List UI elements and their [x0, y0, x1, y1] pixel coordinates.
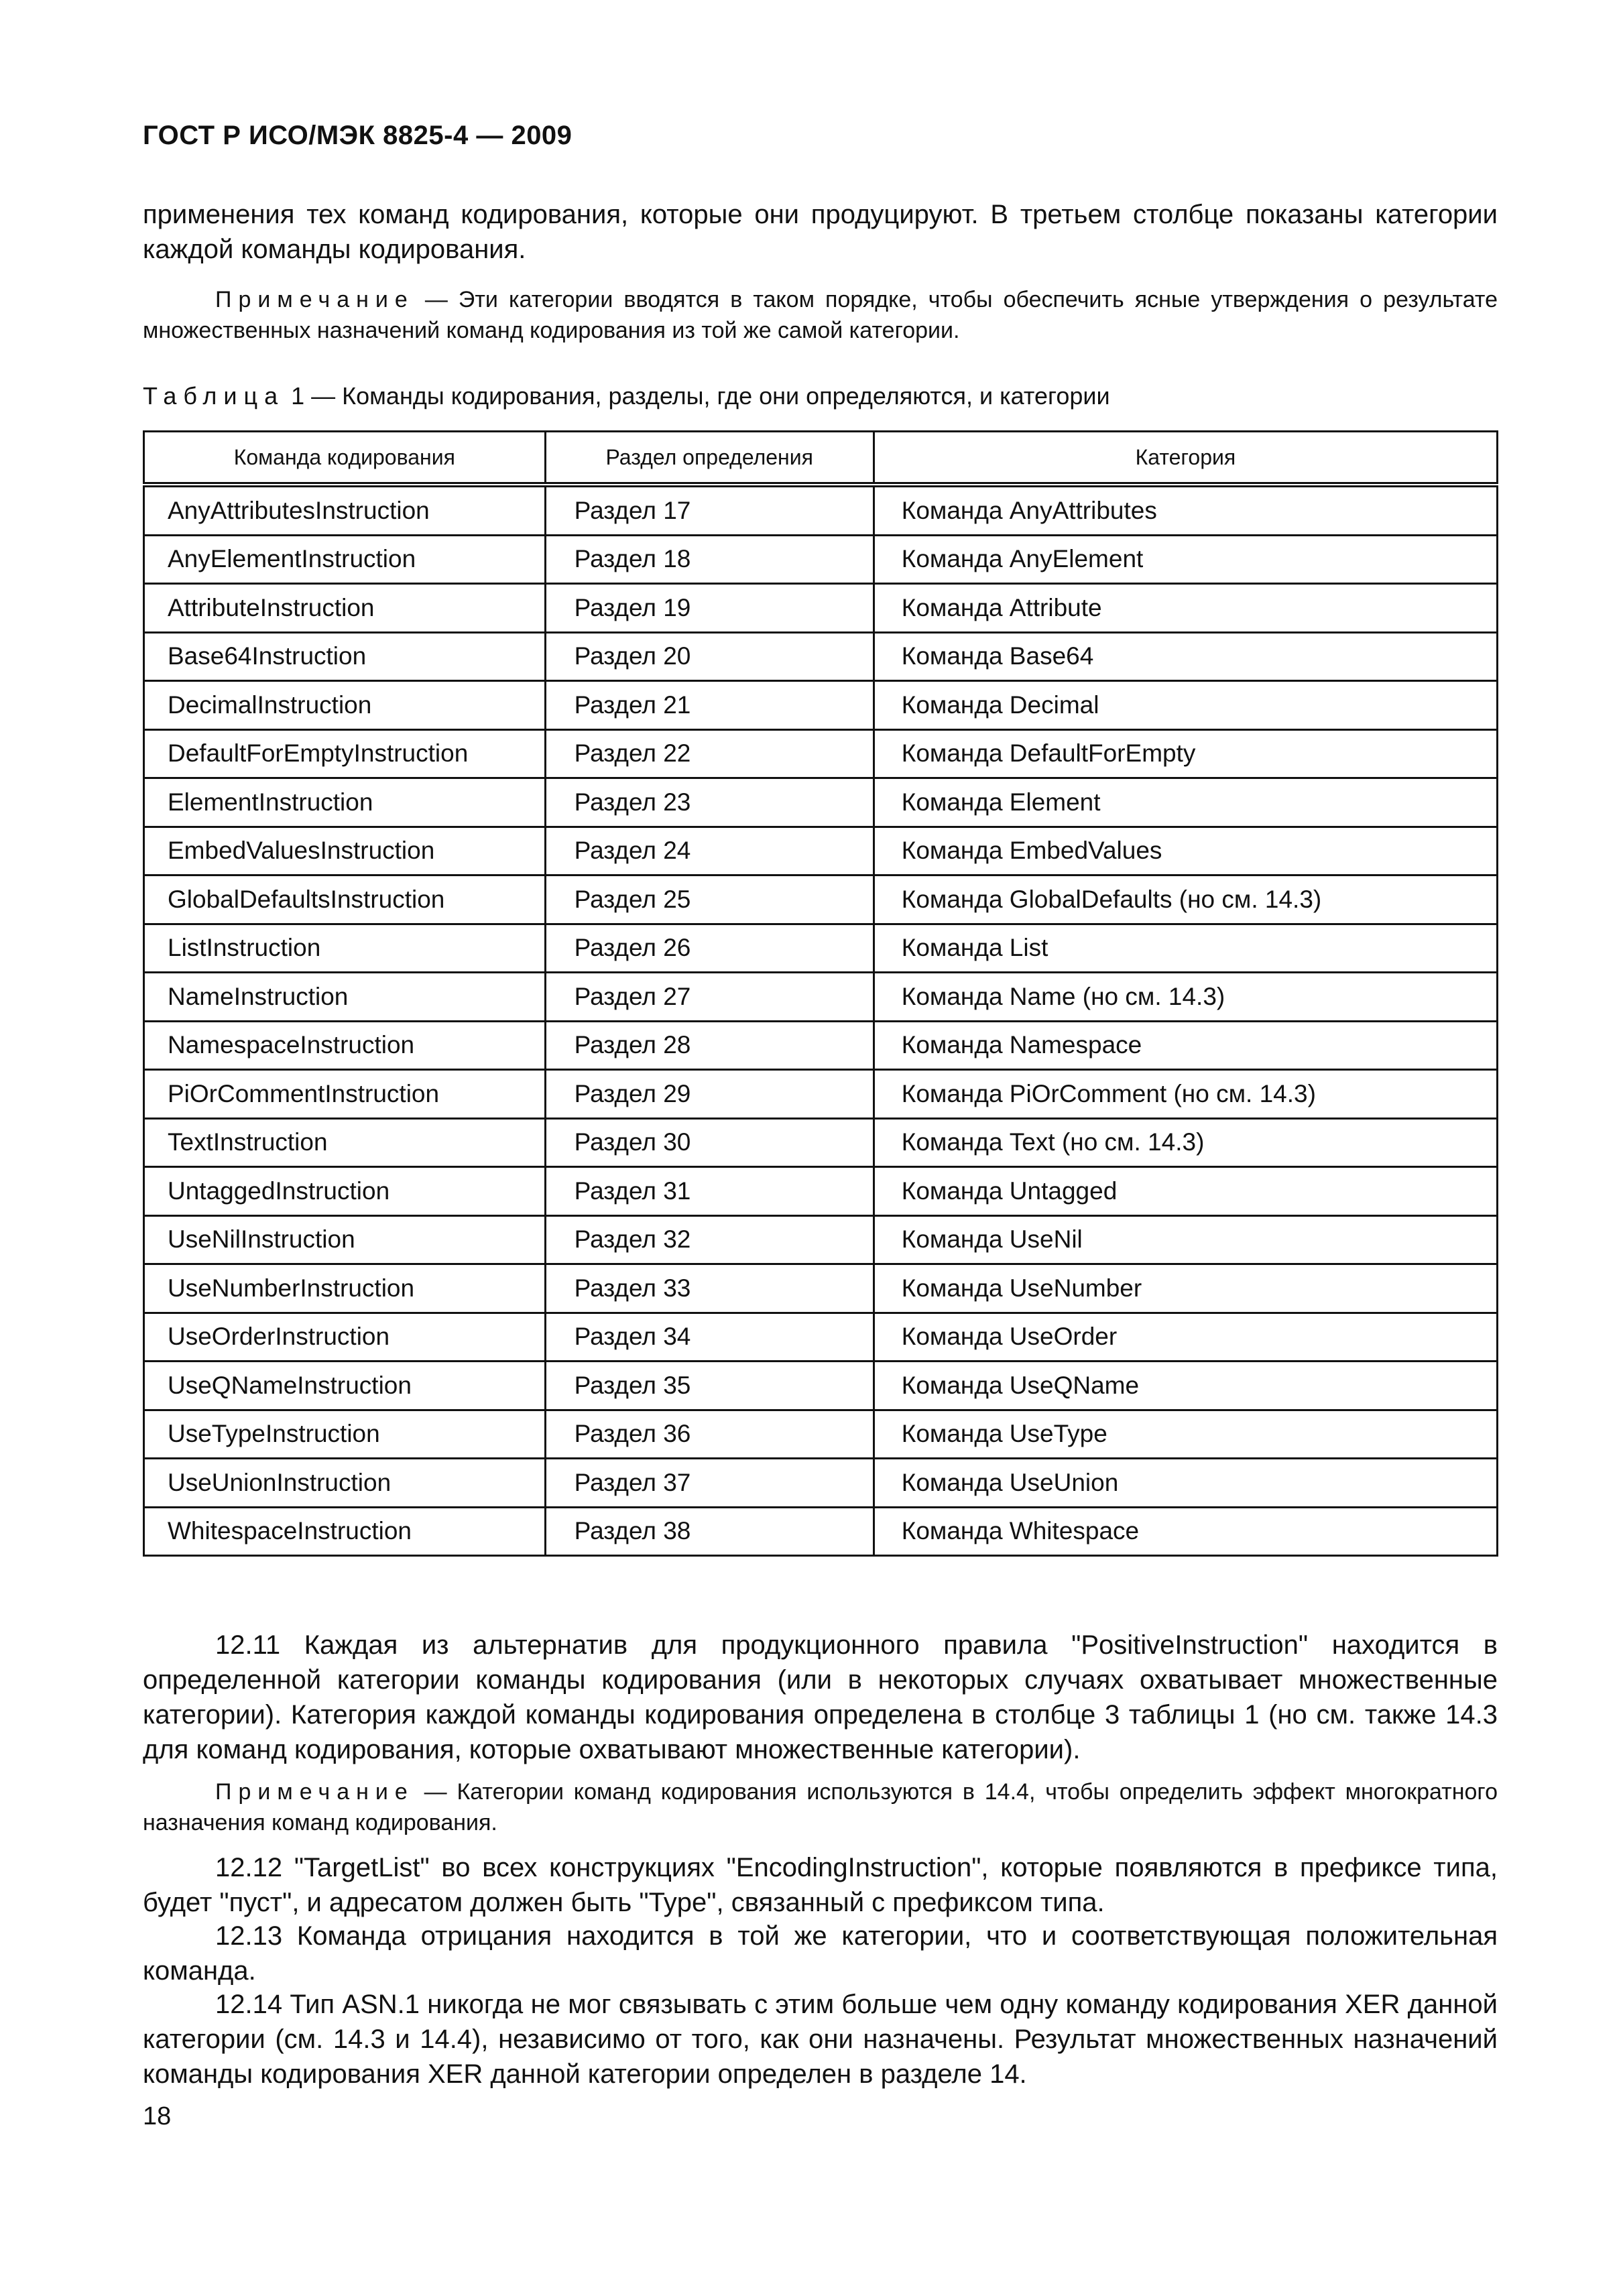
cell-command: UseNilInstruction	[144, 1215, 546, 1264]
note-2	[143, 1776, 1498, 1838]
cell-category: Команда Attribute	[874, 584, 1497, 633]
cell-section: Раздел 32	[545, 1215, 874, 1264]
intro-paragraph: применения тех команд кодирования, которые они продуцируют. В третьем столбце показаны категории каждой команды кодирования.	[143, 200, 1498, 264]
cell-command: UseQNameInstruction	[144, 1362, 546, 1410]
cell-section: Раздел 35	[545, 1362, 874, 1410]
cell-category: Команда Namespace	[874, 1021, 1497, 1070]
cell-section: Раздел 38	[545, 1507, 874, 1556]
cell-category: Команда EmbedValues	[874, 827, 1497, 875]
table-row	[144, 632, 1498, 681]
table-row	[144, 827, 1498, 875]
cell-section: Раздел 22	[545, 729, 874, 778]
cell-section: Раздел 18	[545, 535, 874, 584]
cell-command: UseOrderInstruction	[144, 1313, 546, 1362]
table-row	[144, 1021, 1498, 1070]
paragraph-12-11: 12.11 Каждая из альтернатив для продукционного правила "PositiveInstruction" находится в определенной категории команды кодирования (или в некоторых случаях охватывает множественные категории). Категория каждой команды кодирования определена в столбце 3 таблицы 1 (но см. также 14.3 для команд кодирования, которые охватывают множественные категории).	[143, 1630, 1498, 1764]
cell-category: Команда Decimal	[874, 681, 1497, 730]
column-header-section: Раздел определения	[545, 432, 874, 485]
column-header-command: Команда кодирования	[144, 432, 546, 485]
cell-command: ElementInstruction	[144, 778, 546, 827]
cell-command: NamespaceInstruction	[144, 1021, 546, 1070]
table-row	[144, 875, 1498, 924]
table-row	[144, 1264, 1498, 1313]
cell-category: Команда AnyAttributes	[874, 485, 1497, 535]
cell-command: UntaggedInstruction	[144, 1167, 546, 1216]
table-header-row	[144, 432, 1498, 485]
note-1-label: Примечание	[215, 287, 414, 312]
table-row	[144, 1459, 1498, 1508]
cell-section: Раздел 27	[545, 973, 874, 1022]
cell-category: Команда DefaultForEmpty	[874, 729, 1497, 778]
table-row	[144, 1362, 1498, 1410]
cell-command: NameInstruction	[144, 973, 546, 1022]
cell-category: Команда UseUnion	[874, 1459, 1497, 1508]
cell-category: Команда UseType	[874, 1410, 1497, 1459]
cell-command: Base64Instruction	[144, 632, 546, 681]
cell-section: Раздел 29	[545, 1070, 874, 1119]
page-number: 18	[143, 2102, 172, 2130]
cell-section: Раздел 19	[545, 584, 874, 633]
cell-category: Команда List	[874, 924, 1497, 973]
table-row	[144, 681, 1498, 730]
table-row	[144, 485, 1498, 535]
cell-section: Раздел 33	[545, 1264, 874, 1313]
document-header: ГОСТ Р ИСО/МЭК 8825-4 — 2009	[143, 121, 573, 150]
cell-command: TextInstruction	[144, 1118, 546, 1167]
cell-category: Команда AnyElement	[874, 535, 1497, 584]
cell-command: EmbedValuesInstruction	[144, 827, 546, 875]
table-row	[144, 1313, 1498, 1362]
paragraph-12-14: 12.14 Тип ASN.1 никогда не мог связывать с этим больше чем одну команду кодирования XER данной категории (см. 14.3 и 14.4), независимо от того, как они назначены. Результат множественных назначений команды кодирования XER данной категории определен в разделе 14.	[143, 1990, 1498, 2089]
cell-section: Раздел 36	[545, 1410, 874, 1459]
table-row	[144, 729, 1498, 778]
cell-section: Раздел 17	[545, 485, 874, 535]
cell-category: Команда Name (но см. 14.3)	[874, 973, 1497, 1022]
cell-section: Раздел 20	[545, 632, 874, 681]
table-caption-text: 1 — Команды кодирования, разделы, где они определяются, и категории	[284, 382, 1110, 410]
cell-command: AnyAttributesInstruction	[144, 485, 546, 535]
table-body	[144, 485, 1498, 1556]
cell-command: UseTypeInstruction	[144, 1410, 546, 1459]
table-row	[144, 1215, 1498, 1264]
cell-category: Команда GlobalDefaults (но см. 14.3)	[874, 875, 1497, 924]
note-1	[143, 284, 1498, 346]
note-1-text: — Эти категории вводятся в таком порядке, чтобы обеспечить ясные утверждения о результате множественных назначений команд кодирования из той же самой категории.	[143, 287, 1498, 343]
cell-command: WhitespaceInstruction	[144, 1507, 546, 1556]
cell-section: Раздел 24	[545, 827, 874, 875]
table-caption	[143, 382, 1110, 410]
cell-category: Команда Untagged	[874, 1167, 1497, 1216]
cell-category: Команда Base64	[874, 632, 1497, 681]
cell-command: DefaultForEmptyInstruction	[144, 729, 546, 778]
cell-section: Раздел 23	[545, 778, 874, 827]
cell-category: Команда UseNumber	[874, 1264, 1497, 1313]
table-row	[144, 778, 1498, 827]
cell-section: Раздел 37	[545, 1459, 874, 1508]
cell-command: DecimalInstruction	[144, 681, 546, 730]
note-2-label: Примечание	[215, 1779, 414, 1805]
table-row	[144, 1410, 1498, 1459]
cell-command: AttributeInstruction	[144, 584, 546, 633]
note-2-text: — Категории команд кодирования используются в 14.4, чтобы определить эффект многократного назначения команд кодирования.	[143, 1779, 1498, 1835]
cell-category: Команда Element	[874, 778, 1497, 827]
cell-section: Раздел 31	[545, 1167, 874, 1216]
cell-command: UseUnionInstruction	[144, 1459, 546, 1508]
table-row	[144, 1070, 1498, 1119]
instructions-table	[143, 430, 1498, 1557]
paragraph-12-12: 12.12 "TargetList" во всех конструкциях "EncodingInstruction", которые появляются в префиксе типа, будет "пуст", и адресатом должен быть "Type", связанный с префиксом типа.	[143, 1853, 1498, 1917]
cell-command: AnyElementInstruction	[144, 535, 546, 584]
cell-section: Раздел 34	[545, 1313, 874, 1362]
cell-category: Команда Text (но см. 14.3)	[874, 1118, 1497, 1167]
table-row	[144, 1118, 1498, 1167]
cell-section: Раздел 21	[545, 681, 874, 730]
cell-section: Раздел 30	[545, 1118, 874, 1167]
column-header-category: Категория	[874, 432, 1497, 485]
table-row	[144, 535, 1498, 584]
cell-category: Команда UseQName	[874, 1362, 1497, 1410]
table-row	[144, 1167, 1498, 1216]
paragraph-12-13: 12.13 Команда отрицания находится в той же категории, что и соответствующая положительная команда.	[143, 1921, 1498, 1986]
table-row	[144, 924, 1498, 973]
cell-command: PiOrCommentInstruction	[144, 1070, 546, 1119]
cell-command: GlobalDefaultsInstruction	[144, 875, 546, 924]
cell-category: Команда PiOrComment (но см. 14.3)	[874, 1070, 1497, 1119]
table-row	[144, 973, 1498, 1022]
table-row	[144, 584, 1498, 633]
cell-section: Раздел 26	[545, 924, 874, 973]
cell-section: Раздел 25	[545, 875, 874, 924]
cell-category: Команда UseNil	[874, 1215, 1497, 1264]
cell-command: UseNumberInstruction	[144, 1264, 546, 1313]
table-caption-label: Таблица	[143, 382, 285, 410]
cell-command: ListInstruction	[144, 924, 546, 973]
table-row	[144, 1507, 1498, 1556]
cell-category: Команда UseOrder	[874, 1313, 1497, 1362]
cell-category: Команда Whitespace	[874, 1507, 1497, 1556]
cell-section: Раздел 28	[545, 1021, 874, 1070]
